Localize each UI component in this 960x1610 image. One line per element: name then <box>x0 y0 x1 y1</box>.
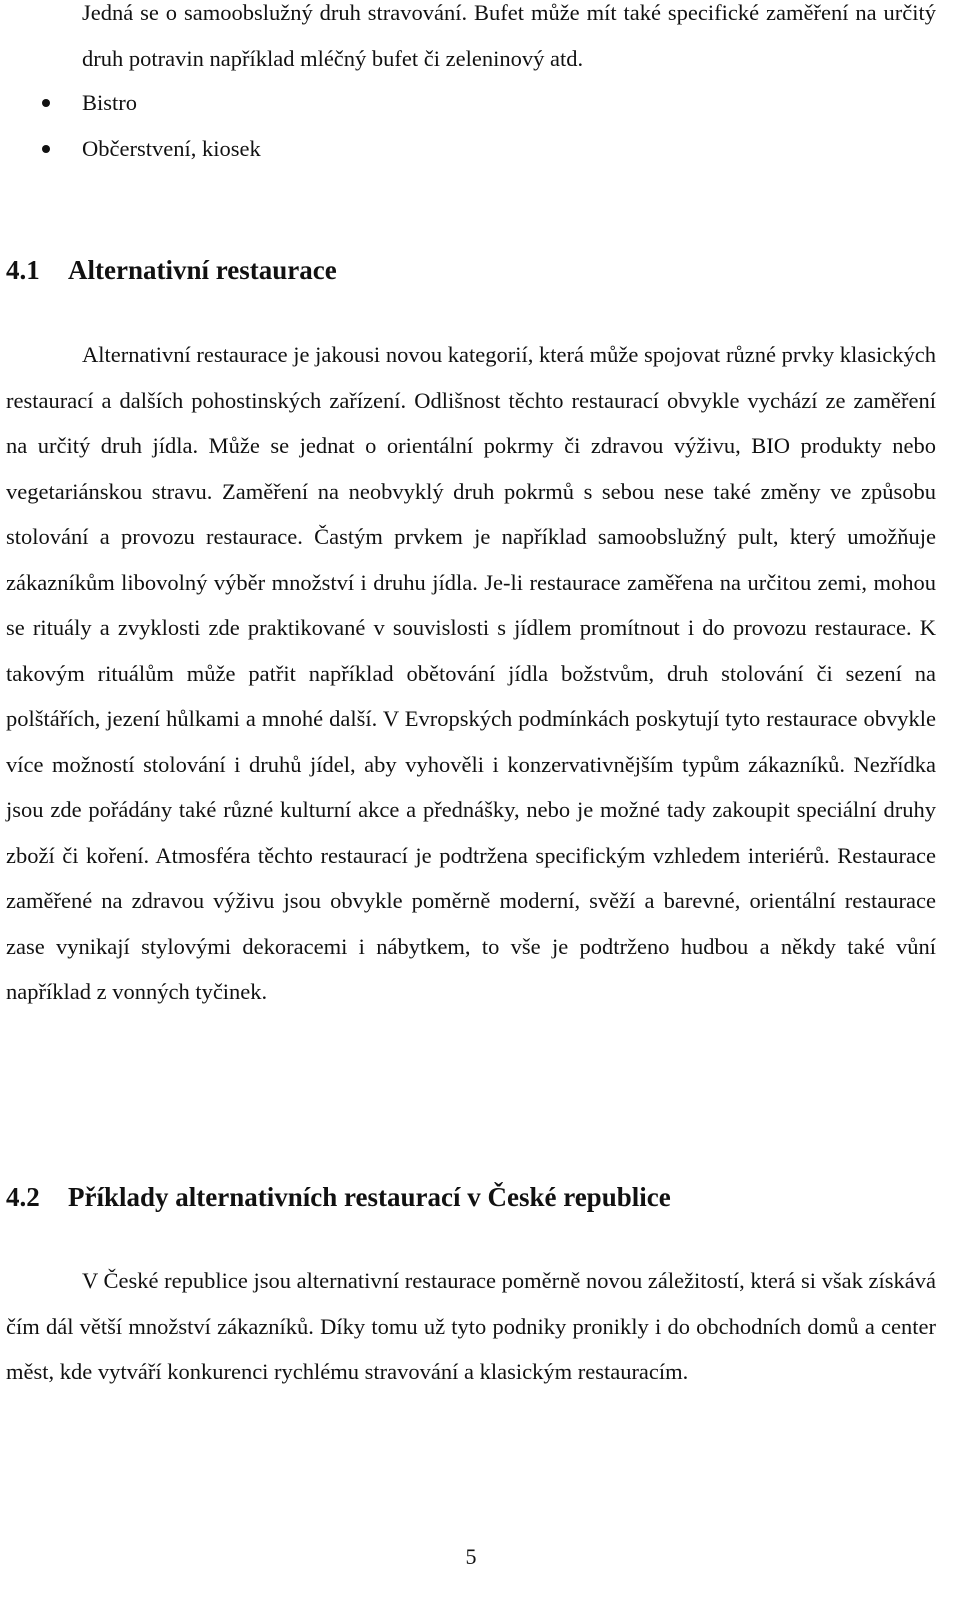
section-title: Příklady alternativních restaurací v České republice <box>68 1182 671 1212</box>
section-heading <box>6 253 337 287</box>
page-number: 5 <box>465 1544 477 1569</box>
bullet-icon <box>42 145 50 153</box>
list-item <box>6 80 936 126</box>
section-paragraph: Alternativní restaurace je jakousi novou kategorií, která může spojovat různé prvky klasických restaurací a dalších pohostinských zařízení. Odlišnost těchto restaurací obvykle vychází ze zaměření na určitý druh jídla. Může se jednat o orientální pokrmy či zdravou výživu, BIO produkty nebo vegetariánskou stravu. Zaměření na neobvyklý druh pokrmů s sebou nese také změny ve způsobu stolování a provozu restaurace. Častým prvkem je například samoobslužný pult, který umožňuje zákazníkům libovolný výběr množství i druhu jídla. Je-li restaurace zaměřena na určitou zemi, mohou se rituály a zvyklosti zde praktikované v souvislosti s jídlem promítnout i do provozu restaurace. K takovým rituálům může patřit například obětování jídla božstvům, druh stolování či sezení na polštářích, jezení hůlkami a mnohé další. V Evropských podmínkách poskytují tyto restaurace obvykle více možností stolování i druhů jídel, aby vyhověli i konzervativnějším typům zákazníků. Nezřídka jsou zde pořádány také různé kulturní akce a přednášky, nebo je možné tady zakoupit speciální druhy zboží či koření. Atmosféra těchto restaurací je podtržena specifickým vzhledem interiérů. Restaurace zaměřené na zdravou výživu jsou obvykle poměrně moderní, svěží a barevné, orientální restaurace zase vynikají stylovými dekoracemi i nábytkem, to vše je podtrženo hudbou a někdy také vůní například z vonných tyčinek. <box>6 342 936 1004</box>
list-item-text: Občerstvení, kiosek <box>82 136 261 161</box>
section-title: Alternativní restaurace <box>68 255 337 285</box>
section-paragraph: V České republice jsou alternativní restaurace poměrně novou záležitostí, která si však získává čím dál větší množství zákazníků. Díky tomu už tyto podniky pronikly i do obchodních domů a center měst, kde vytváří konkurenci rychlému stravování a klasickým restauracím. <box>6 1268 936 1384</box>
section-heading <box>6 1180 671 1214</box>
section-number: 4.2 <box>6 1182 40 1212</box>
intro-paragraph: Jedná se o samoobslužný druh stravování. Bufet může mít také specifické zaměření na určitý druh potravin například mléčný bufet či zeleninový atd. <box>82 0 936 71</box>
section-number: 4.1 <box>6 255 40 285</box>
list-item-text: Bistro <box>82 90 138 115</box>
list-item <box>6 126 936 172</box>
bullet-list <box>6 80 936 172</box>
bullet-icon <box>42 99 50 107</box>
